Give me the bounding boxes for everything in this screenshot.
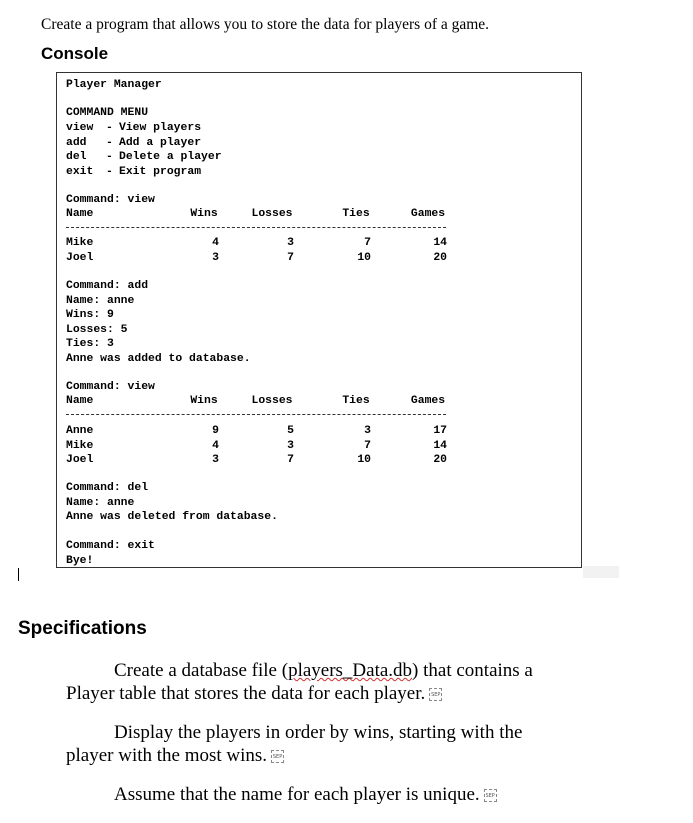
menu-desc-exit: Exit program bbox=[119, 165, 202, 178]
row-wins: 4 bbox=[212, 439, 219, 452]
spec-2-line-2 bbox=[66, 744, 284, 767]
spec-3 bbox=[114, 783, 497, 806]
row-ties: 10 bbox=[357, 252, 371, 264]
row-name: Mike bbox=[66, 439, 94, 452]
spec-heading: Specifications bbox=[18, 618, 147, 639]
col-header-losses: Losses bbox=[251, 395, 293, 407]
table-divider bbox=[66, 227, 446, 228]
col-header-games: Games bbox=[410, 208, 446, 220]
menu-sep: - bbox=[106, 122, 113, 134]
menu-sep: - bbox=[106, 165, 113, 178]
menu-cmd-view: view bbox=[66, 122, 94, 134]
menu-sep: - bbox=[106, 151, 113, 163]
row-losses: 3 bbox=[287, 237, 294, 249]
spec-text: Assume that the name for each player is unique. bbox=[114, 784, 480, 805]
row-wins: 9 bbox=[212, 425, 219, 437]
row-name: Anne bbox=[66, 425, 94, 437]
menu-desc-view: View players bbox=[119, 122, 202, 134]
console-message: Anne was added to database. bbox=[66, 352, 251, 365]
spec-2-line-1: Display the players in order by wins, starting with the bbox=[114, 722, 523, 743]
row-wins: 3 bbox=[212, 454, 219, 466]
row-name: Mike bbox=[66, 237, 94, 249]
menu-cmd-del: del bbox=[66, 151, 87, 163]
row-games: 17 bbox=[433, 425, 447, 437]
row-games: 14 bbox=[433, 237, 447, 249]
spec-1-line-2 bbox=[66, 682, 442, 705]
filename-text: players_Data.db bbox=[288, 660, 413, 681]
col-header-wins: Wins bbox=[190, 208, 218, 220]
row-games: 20 bbox=[433, 252, 447, 264]
command-line: Command: add bbox=[66, 280, 149, 292]
menu-cmd-add: add bbox=[66, 136, 87, 149]
col-header-name: Name bbox=[66, 395, 94, 407]
console-line: Wins: 9 bbox=[66, 309, 114, 321]
console-message: Anne was deleted from database. bbox=[66, 511, 278, 523]
sep-icon: SEP bbox=[271, 750, 284, 763]
spec-text: Player table that stores the data for each player. bbox=[66, 683, 426, 704]
col-header-games: Games bbox=[410, 395, 446, 407]
row-games: 20 bbox=[433, 454, 447, 466]
row-ties: 3 bbox=[364, 425, 371, 437]
col-header-wins: Wins bbox=[190, 395, 218, 407]
row-losses: 7 bbox=[287, 252, 294, 264]
table-divider bbox=[66, 414, 446, 415]
col-header-ties: Ties bbox=[342, 395, 370, 407]
row-games: 14 bbox=[433, 439, 447, 452]
row-losses: 7 bbox=[287, 454, 294, 466]
intro-text: Create a program that allows you to store the data for players of a game. bbox=[41, 16, 490, 33]
sep-icon: SEP bbox=[484, 789, 497, 802]
page-shadow bbox=[583, 566, 619, 578]
console-line: Name: anne bbox=[66, 496, 135, 509]
row-wins: 4 bbox=[212, 237, 219, 249]
spec-text: ) that contains a bbox=[412, 660, 533, 681]
row-ties: 7 bbox=[364, 237, 371, 249]
menu-desc-del: Delete a player bbox=[119, 151, 222, 163]
spec-1-line-1 bbox=[114, 659, 533, 682]
text-cursor bbox=[18, 568, 19, 581]
row-ties: 10 bbox=[357, 454, 371, 466]
row-losses: 3 bbox=[287, 439, 294, 452]
spec-text: Create a database file ( bbox=[114, 660, 289, 681]
command-line: Command: view bbox=[66, 194, 155, 206]
sep-icon: SEP bbox=[429, 688, 442, 701]
console-title: Player Manager bbox=[66, 79, 162, 91]
row-losses: 5 bbox=[287, 425, 294, 437]
console-heading: Console bbox=[41, 44, 109, 63]
console-line: Ties: 3 bbox=[66, 338, 114, 350]
console-line: Name: anne bbox=[66, 294, 135, 307]
row-ties: 7 bbox=[364, 439, 371, 452]
row-wins: 3 bbox=[212, 252, 219, 264]
spec-text: player with the most wins. bbox=[66, 745, 268, 766]
row-name: Joel bbox=[66, 252, 94, 264]
menu-header: COMMAND MENU bbox=[66, 107, 149, 119]
console-line: Losses: 5 bbox=[66, 323, 128, 336]
command-line: Command: exit bbox=[66, 540, 155, 552]
col-header-losses: Losses bbox=[251, 208, 293, 220]
menu-sep: - bbox=[106, 136, 113, 149]
row-name: Joel bbox=[66, 454, 94, 466]
col-header-name: Name bbox=[66, 208, 94, 220]
command-line: Command: del bbox=[66, 482, 149, 494]
menu-desc-add: Add a player bbox=[119, 136, 202, 149]
menu-cmd-exit: exit bbox=[66, 165, 94, 178]
command-line: Command: view bbox=[66, 381, 155, 393]
console-message: Bye! bbox=[66, 554, 94, 567]
col-header-ties: Ties bbox=[342, 208, 370, 220]
